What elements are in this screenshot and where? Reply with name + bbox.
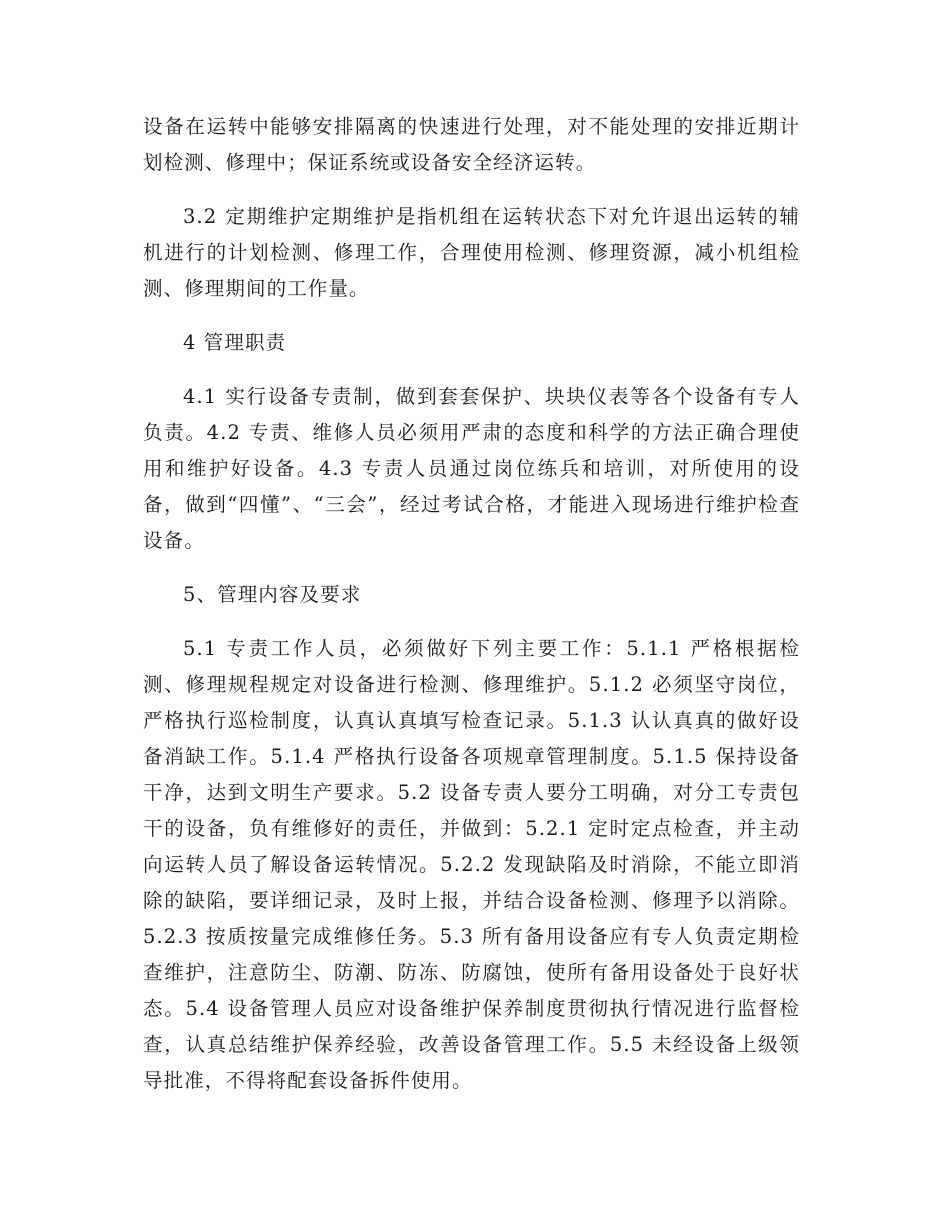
section-heading-4: 4 管理职责 — [183, 331, 287, 354]
paragraph-continuation: 设备在运转中能够安排隔离的快速进行处理，对不能处理的安排近期计划检测、修理中；保证系统或设备安全经济运转。 — [143, 115, 800, 174]
paragraph-4-1: 4.1 实行设备专责制，做到套套保护、块块仪表等各个设备有专人负责。4.2 专责、维修人员必须用严肃的态度和科学的方法正确合理使用和维护好设备。4.3 专责人员通过岗位练兵和培训，对所使用的设备，做到“四懂”、“三会”，经过考试合格，才能进入现场进行维护检查设备。 — [143, 385, 800, 552]
paragraph-3-2: 3.2 定期维护定期维护是指机组在运转状态下对允许退出运转的辅机进行的计划检测、修理工作，合理使用检测、修理资源，减小机组检测、修理期间的工作量。 — [143, 205, 800, 300]
section-heading-5: 5、管理内容及要求 — [183, 583, 362, 606]
paragraph-5-1: 5.1 专责工作人员，必须做好下列主要工作：5.1.1 严格根据检测、修理规程规定对设备进行检测、修理维护。5.1.2 必须坚守岗位，严格执行巡检制度，认真认真填写检查记录。5.1.3 认认真真的做好设备消缺工作。5.1.4 严格执行设备各项规章管理制度。5.1.5 保持设备干净，达到文明生产要求。5.2 设备专责人要分工明确，对分工专责包干的设备，负有维修好的责任，并做到：5.2.1 定时定点检查，并主动向运转人员了解设备运转情况。5.2.2 发现缺陷及时消除，不能立即消除的缺陷，要详细记录，及时上报，并结合设备检测、修理予以消除。5.2.3 按质按量完成维修任务。5.3 所有备用设备应有专人负责定期检查维护，注意防尘、防潮、防冻、防腐蚀，使所有备用设备处于良好状态。5.4 设备管理人员应对设备维护保养制度贯彻执行情况进行监督检查，认真总结维护保养经验，改善设备管理工作。5.5 未经设备上级领导批准，不得将配套设备拆件使用。 — [143, 637, 800, 1092]
